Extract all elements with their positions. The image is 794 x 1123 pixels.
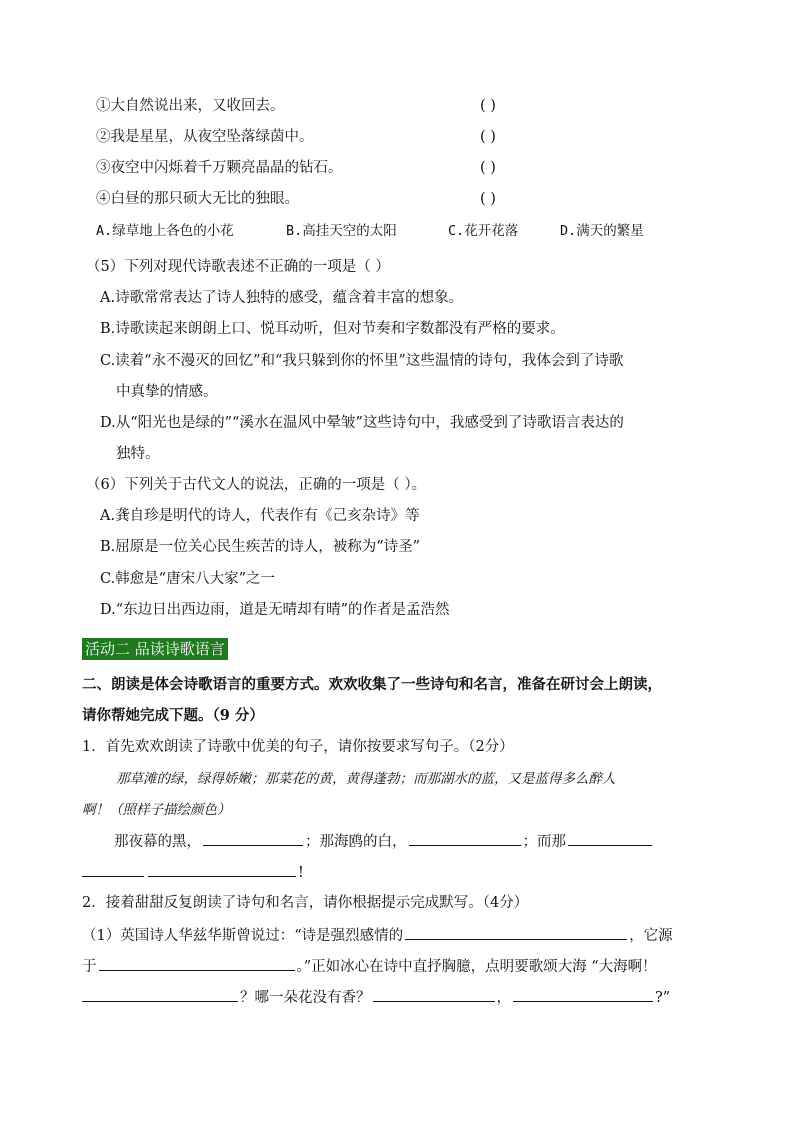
q2-line-1: （1）英国诗人华兹华斯曾说过：“诗是强烈感情的 ，它源	[82, 925, 673, 945]
choice-d: D.满天的繁星	[560, 223, 644, 239]
fill-blank[interactable]	[148, 862, 296, 877]
q6-option-a: A.龚自珍是明代的诗人，代表作有《己亥杂诗》等	[100, 508, 420, 524]
q5-stem: （5）下列对现代诗歌表述不正确的一项是（ ）	[86, 259, 390, 275]
fill-blank[interactable]	[568, 831, 652, 846]
q6-option-b: B.屈原是一位关心民生疾苦的诗人，被称为“诗圣”	[100, 539, 421, 555]
q1-fill-line: 那夜幕的黑， ；那海鸥的白， ；而那	[114, 831, 654, 851]
fill-blank[interactable]	[203, 831, 303, 846]
q5-option-b: B.诗歌读起来朗朗上口、悦耳动听，但对节奏和字数都没有严格的要求。	[100, 321, 565, 337]
q2-line-2: 于 。”正如冰心在诗中直抒胸臆，点明要歌颂大海 “大海啊！	[82, 956, 657, 976]
choice-a: A.绿草地上各色的小花	[96, 223, 234, 239]
q5-option-a: A.诗歌常常表达了诗人独特的感受，蕴含着丰富的想象。	[100, 290, 464, 306]
fill-blank[interactable]	[405, 925, 627, 940]
fill-blank[interactable]	[373, 987, 495, 1002]
match-item-1: ①大自然说出来，又收回去。 ( )	[96, 98, 496, 114]
section2-heading: 二、朗读是体会诗歌语言的重要方式。欢欢收集了一些诗句和名言，准备在研讨会上朗读，	[82, 676, 662, 693]
q5-option-c-cont: 中真挚的情感。	[116, 384, 218, 400]
match-choices	[96, 221, 716, 241]
answer-blank[interactable]: ( )	[480, 98, 496, 114]
match-item-2: ②我是星星，从夜空坠落绿茵中。 ( )	[96, 129, 496, 145]
match-item-3: ③夜空中闪烁着千万颗亮晶晶的钻石。 ( )	[96, 160, 496, 176]
q6-option-d: D.“东边日出西边雨，道是无晴却有晴”的作者是孟浩然	[100, 602, 450, 618]
fill-blank[interactable]	[82, 862, 144, 877]
fill-blank[interactable]	[82, 987, 238, 1002]
section2-heading-cont: 请你帮她完成下题。（9 分）	[82, 707, 264, 724]
q1-example-cont: 啊！（照样子描绘颜色）	[82, 802, 231, 818]
q2-stem: 2．接着甜甜反复朗读了诗句和名言，请你根据提示完成默写。（4分）	[82, 895, 529, 911]
q5-option-d: D.从“阳光也是绿的”“溪水在温风中晕皱”这些诗句中，我感受到了诗歌语言表达的	[100, 415, 624, 431]
q1-stem: 1．首先欢欢朗读了诗歌中优美的句子，请你按要求写句子。（2分）	[82, 739, 514, 755]
q6-option-c: C.韩愈是“唐宋八大家”之一	[100, 571, 276, 587]
choice-c: C.花开花落	[448, 223, 519, 239]
fill-blank[interactable]	[409, 831, 521, 846]
q1-fill-line-cont: !	[82, 862, 304, 882]
choice-b: B.高挂天空的太阳	[286, 223, 397, 239]
q1-example: 那草滩的绿，绿得娇嫩；那菜花的黄，黄得蓬勃；而那湖水的蓝，又是蓝得多么醉人	[116, 771, 616, 787]
q5-option-c: C.读着“永不漫灭的回忆”和“我只躲到你的怀里”这些温情的诗句，我体会到了诗歌	[100, 353, 624, 369]
q2-line-3: ？哪一朵花没有香？ ， ?”	[82, 987, 670, 1007]
activity-banner: 活动二 品读诗歌语言	[82, 638, 228, 660]
match-item-4: ④白昼的那只硕大无比的独眼。 ( )	[96, 191, 496, 207]
answer-blank[interactable]: ( )	[480, 191, 496, 207]
answer-blank[interactable]: ( )	[480, 160, 496, 176]
q6-stem: （6）下列关于古代文人的说法，正确的一项是（ ）。	[86, 477, 427, 493]
answer-blank[interactable]: ( )	[480, 129, 496, 145]
q5-option-d-cont: 独特。	[116, 446, 160, 462]
fill-blank[interactable]	[99, 956, 295, 971]
fill-blank[interactable]	[513, 987, 653, 1002]
